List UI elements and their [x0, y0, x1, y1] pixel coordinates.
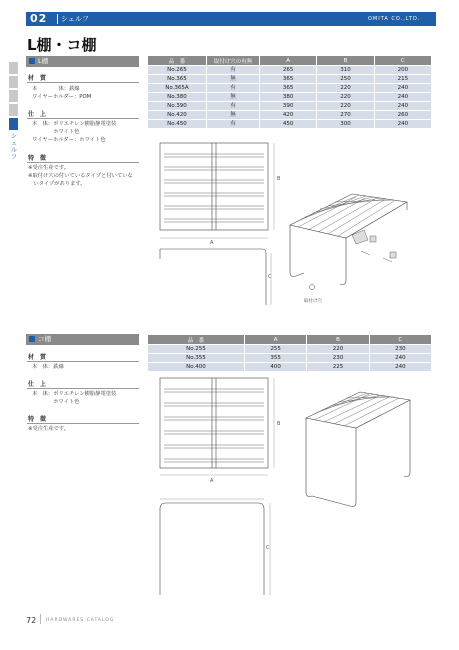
table-cell: 220 [317, 102, 374, 111]
ko-shelf-spec-table [147, 334, 432, 372]
side-tab[interactable] [9, 76, 18, 88]
l-finish-line: ホワイト色 [32, 129, 80, 135]
ko-finish-line: 本 体：ポリエチレン樹脂静電塗装 [32, 391, 117, 397]
table-cell: No.265 [148, 66, 207, 75]
table-row [148, 354, 432, 363]
side-tab[interactable] [9, 104, 18, 116]
table-cell: 240 [374, 102, 431, 111]
column-header: 品 番 [148, 335, 245, 345]
table-cell: 265 [260, 66, 317, 75]
table-cell: 270 [317, 111, 374, 120]
l-shelf-front-drawing [150, 140, 285, 250]
l-feature-line: いタイプがあります。 [28, 181, 86, 187]
table-cell: 有 [207, 84, 260, 93]
ko-shelf-front-drawing [150, 375, 285, 487]
table-cell: 200 [374, 66, 431, 75]
header-divider [57, 14, 58, 24]
divider [27, 361, 139, 362]
l-material-heading: 材 質 [28, 75, 47, 82]
divider [27, 118, 139, 119]
l-finish-line: 本 体：ポリエチレン樹脂静電塗装 [32, 121, 117, 127]
table-cell: 240 [369, 354, 431, 363]
column-header: A [260, 56, 317, 66]
table-row [148, 93, 432, 102]
dim-label-b: B [277, 421, 281, 427]
table-cell: No.420 [148, 111, 207, 120]
ko-finish-heading: 仕 上 [28, 381, 47, 388]
section-marker [29, 336, 35, 342]
table-cell: No.400 [148, 363, 245, 372]
l-finish-heading: 仕 上 [28, 111, 47, 118]
ko-shelf-name: コ棚 [38, 335, 51, 343]
table-cell: 365 [260, 75, 317, 84]
divider [27, 388, 139, 389]
dim-label-c: C [266, 545, 270, 551]
column-header: C [374, 56, 431, 66]
side-tab[interactable] [9, 62, 18, 74]
table-cell: 220 [307, 345, 369, 354]
table-row [148, 66, 432, 75]
l-feature-line: ※取付け穴の付いているタイプと付いていな [28, 173, 133, 179]
table-cell: 有 [207, 120, 260, 129]
table-cell: No.450 [148, 120, 207, 129]
divider [27, 82, 139, 83]
ko-material-line: 本 体：鉄線 [32, 364, 64, 370]
table-cell: No.380 [148, 93, 207, 102]
table-cell: 230 [307, 354, 369, 363]
table-cell: No.365A [148, 84, 207, 93]
table-row [148, 345, 432, 354]
page-title: L棚・コ棚 [27, 36, 97, 54]
table-cell: No.365 [148, 75, 207, 84]
table-cell: 215 [374, 75, 431, 84]
table-cell: 355 [245, 354, 307, 363]
section-name: シェルフ [61, 15, 89, 23]
table-cell: No.390 [148, 102, 207, 111]
table-row [148, 363, 432, 372]
l-feature-heading: 特 徴 [28, 155, 47, 162]
column-header: A [245, 335, 307, 345]
table-row [148, 84, 432, 93]
table-cell: 有 [207, 66, 260, 75]
table-cell: 310 [317, 66, 374, 75]
table-cell: 250 [317, 75, 374, 84]
page-number: 72 [26, 616, 37, 625]
ko-material-heading: 材 質 [28, 354, 47, 361]
table-row [148, 75, 432, 84]
table-cell: 380 [260, 93, 317, 102]
dim-label-a: A [210, 240, 214, 246]
table-header-row [148, 335, 432, 345]
table-cell: 無 [207, 75, 260, 84]
ko-shelf-side-drawing [150, 495, 285, 605]
table-cell: 390 [260, 102, 317, 111]
table-cell: 365 [260, 84, 317, 93]
table-row [148, 102, 432, 111]
table-row [148, 120, 432, 129]
divider [27, 162, 139, 163]
l-material-line: 本 体：鉄線 [32, 86, 80, 92]
l-shelf-spec-table [147, 55, 432, 129]
section-marker [29, 58, 35, 64]
table-cell: 225 [307, 363, 369, 372]
l-shelf-3d-drawing [282, 180, 417, 310]
l-material-line: ワイヤーホルダー：POM [32, 94, 92, 100]
column-header: 品 番 [148, 56, 207, 66]
side-tab[interactable] [9, 90, 18, 102]
section-number: 02 [30, 12, 48, 25]
table-cell: 有 [207, 102, 260, 111]
table-cell: 240 [369, 363, 431, 372]
ko-shelf-3d-drawing [290, 380, 420, 510]
table-cell: 450 [260, 120, 317, 129]
table-cell: 240 [374, 84, 431, 93]
table-cell: 255 [245, 345, 307, 354]
table-cell: 無 [207, 93, 260, 102]
table-row [148, 111, 432, 120]
l-shelf-name: L棚 [38, 57, 49, 65]
table-cell: 420 [260, 111, 317, 120]
ko-feature-line: ※受注生産です。 [28, 426, 70, 432]
dim-label-c: C [268, 274, 272, 280]
table-cell: 300 [317, 120, 374, 129]
l-feature-line: ※受注生産です。 [28, 165, 70, 171]
column-header: C [369, 335, 431, 345]
table-cell: 400 [245, 363, 307, 372]
side-tab-label: シェルフ [10, 133, 17, 161]
company-name: OMITA CO.,LTD. [368, 16, 421, 22]
column-header: B [307, 335, 369, 345]
catalog-name: HARDWARES CATALOG [46, 618, 115, 623]
table-cell: 無 [207, 111, 260, 120]
column-header: B [317, 56, 374, 66]
l-finish-line: ワイヤーホルダー：ホワイト色 [32, 137, 106, 143]
dim-label-a: A [210, 478, 214, 484]
footer-divider [40, 614, 41, 624]
table-cell: 260 [374, 111, 431, 120]
ko-feature-heading: 特 徴 [28, 416, 47, 423]
side-tab-active[interactable] [9, 118, 18, 130]
table-cell: 240 [374, 120, 431, 129]
dim-label-b: B [277, 176, 281, 182]
table-cell: 220 [317, 84, 374, 93]
table-cell: 220 [317, 93, 374, 102]
table-cell: No.255 [148, 345, 245, 354]
table-cell: 230 [369, 345, 431, 354]
l-shelf-side-drawing [150, 245, 280, 315]
column-header: 取付け穴の有無 [207, 56, 260, 66]
table-header-row [148, 56, 432, 66]
ko-finish-line: ホワイト色 [32, 399, 80, 405]
divider [27, 423, 139, 424]
hole-label: 取付け穴 [304, 299, 322, 304]
table-cell: 240 [374, 93, 431, 102]
table-cell: No.355 [148, 354, 245, 363]
